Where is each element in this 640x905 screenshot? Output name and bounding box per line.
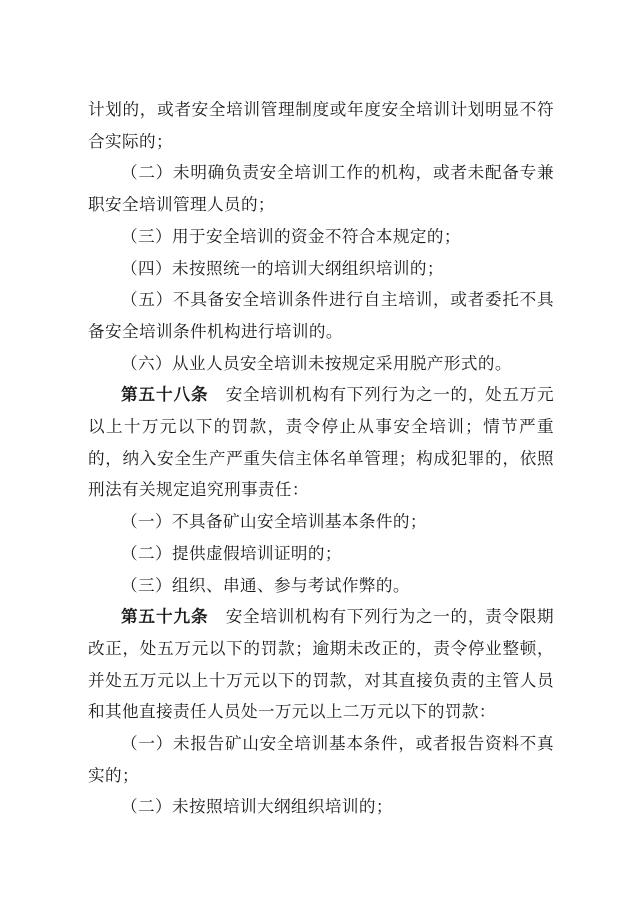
paragraph-text: （六）从业人员安全培训未按规定采用脱产形式的。 [121,353,512,373]
paragraph-item-3 [88,570,554,602]
paragraph-item-6 [88,348,554,380]
paragraph-item-2 [88,157,554,220]
paragraph-item-2 [88,538,554,570]
article-58 [88,379,554,506]
article-text: 安全培训机构有下列行为之一的，处五万元以上十万元以下的罚款，责令停止从事安全培训；情节严重的，纳入安全生产严重失信主体名单管理；构成犯罪的，依照刑法有关规定追究刑事责任： [88,385,555,500]
paragraph-text: （一）未报告矿山安全培训基本条件，或者报告资料不真实的； [88,734,554,785]
article-59 [88,601,554,728]
article-heading: 第五十九条 [121,607,209,627]
paragraph-item-4 [88,253,554,285]
paragraph-text: （一）不具备矿山安全培训基本条件的； [121,512,427,532]
paragraph-text: （三）用于安全培训的资金不符合本规定的； [121,226,461,246]
paragraph-item-2 [88,791,554,823]
paragraph-continued [88,94,554,157]
paragraph-text: 计划的，或者安全培训管理制度或年度安全培训计划明显不符合实际的； [88,100,554,151]
paragraph-text: （五）不具备安全培训条件进行自主培训，或者委托不具备安全培训条件机构进行培训的。 [88,290,554,341]
paragraph-item-5 [88,284,554,347]
paragraph-item-1 [88,506,554,538]
article-heading: 第五十八条 [121,385,209,405]
document-body [88,94,554,823]
paragraph-item-3 [88,221,554,253]
paragraph-text: （二）未明确负责安全培训工作的机构，或者未配备专兼职安全培训管理人员的； [88,163,554,215]
paragraph-text: （二）提供虚假培训证明的； [121,543,342,563]
paragraph-text: （二）未按照培训大纲组织培训的； [121,797,393,817]
paragraph-text: （四）未按照统一的培训大纲组织培训的； [121,258,444,278]
article-text: 安全培训机构有下列行为之一的，责令限期改正，处五万元以下的罚款；逾期未改正的，责令停业整顿，并处五万元以上十万元以下的罚款，对其直接负责的主管人员和其他直接责任人员处一万元以上二万元以下的罚款： [88,607,555,722]
paragraph-item-1 [88,728,554,791]
paragraph-text: （三）组织、串通、参与考试作弊的。 [121,575,410,595]
